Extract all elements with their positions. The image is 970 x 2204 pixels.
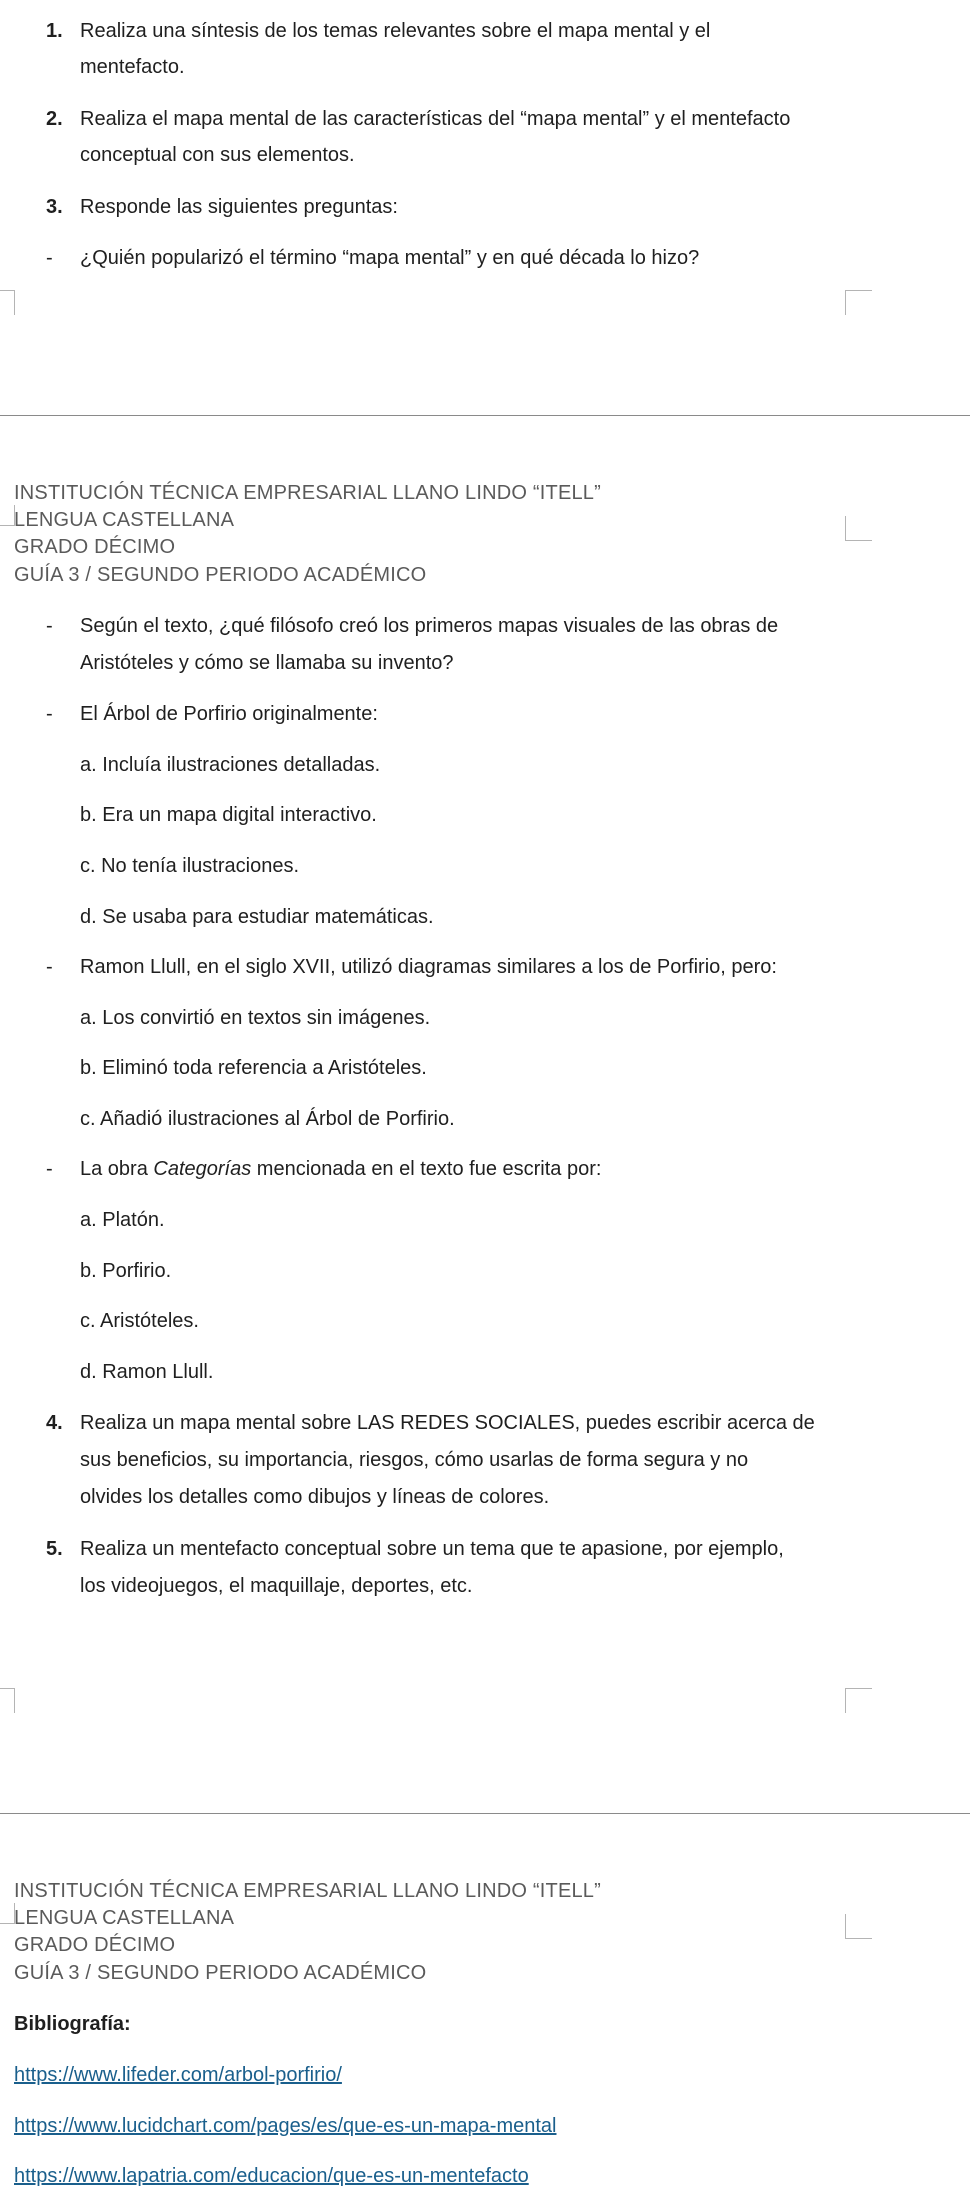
guide-name: GUÍA 3 / SEGUNDO PERIODO ACADÉMICO: [14, 564, 427, 586]
item-3-line-1: Responde las siguientes preguntas:: [80, 196, 398, 218]
item-number: 2.: [46, 108, 63, 130]
subject-name: LENGUA CASTELLANA: [14, 509, 235, 531]
question-4: Ramon Llull, en el siglo XVII, utilizó diagramas similares a los de Porfirio, pero:: [80, 956, 777, 978]
item-1-line-1: Realiza una síntesis de los temas relevantes sobre el mapa mental y el: [80, 20, 711, 42]
option: d. Se usaba para estudiar matemáticas.: [80, 906, 434, 928]
option: b. Era un mapa digital interactivo.: [80, 804, 377, 826]
item-2-line-2: conceptual con sus elementos.: [80, 144, 355, 166]
institution-name: INSTITUCIÓN TÉCNICA EMPRESARIAL LLANO LINDO “ITELL”: [14, 1880, 601, 1902]
item-1-line-2: mentefacto.: [80, 56, 185, 78]
page-corner-mark: [0, 1903, 15, 1924]
bibliography-link[interactable]: https://www.lapatria.com/educacion/que-es-un-mentefacto: [14, 2165, 529, 2187]
bullet-dash: -: [46, 247, 53, 269]
page-corner-mark: [0, 505, 15, 526]
page-corner-mark: [845, 1688, 872, 1713]
page-corner-mark: [845, 290, 872, 315]
page-corner-mark: [0, 290, 15, 315]
bibliography-link[interactable]: https://www.lifeder.com/arbol-porfirio/: [14, 2064, 342, 2086]
item-5-line-1: Realiza un mentefacto conceptual sobre un tema que te apasione, por ejemplo,: [80, 1538, 784, 1560]
question-5: [80, 1156, 601, 1182]
grade-name: GRADO DÉCIMO: [14, 536, 176, 558]
guide-name: GUÍA 3 / SEGUNDO PERIODO ACADÉMICO: [14, 1962, 427, 1984]
book-title: Categorías: [153, 1158, 252, 1180]
item-2-line-1: Realiza el mapa mental de las características del “mapa mental” y el mentefacto: [80, 108, 791, 130]
question-2-line-2: Aristóteles y cómo se llamaba su invento?: [80, 652, 454, 674]
grade-name: GRADO DÉCIMO: [14, 1934, 176, 1956]
option: c. Aristóteles.: [80, 1310, 199, 1332]
item-number: 1.: [46, 20, 63, 42]
question-3: El Árbol de Porfirio originalmente:: [80, 703, 378, 725]
option: c. No tenía ilustraciones.: [80, 855, 299, 877]
option: d. Ramon Llull.: [80, 1361, 214, 1383]
bullet-dash: -: [46, 1158, 53, 1180]
option: b. Porfirio.: [80, 1260, 172, 1282]
page-divider: [0, 415, 970, 416]
institution-name: INSTITUCIÓN TÉCNICA EMPRESARIAL LLANO LINDO “ITELL”: [14, 482, 601, 504]
option: c. Añadió ilustraciones al Árbol de Porfirio.: [80, 1108, 455, 1130]
bullet-dash: -: [46, 615, 53, 637]
question-1: ¿Quién popularizó el término “mapa mental” y en qué década lo hizo?: [80, 247, 700, 269]
item-number: 5.: [46, 1538, 63, 1560]
question-2-line-1: Según el texto, ¿qué filósofo creó los primeros mapas visuales de las obras de: [80, 615, 779, 637]
item-4-line-3: olvides los detalles como dibujos y líneas de colores.: [80, 1486, 550, 1508]
question-5-before: La obra: [80, 1158, 154, 1180]
page-divider: [0, 1813, 970, 1814]
option: b. Eliminó toda referencia a Aristóteles.: [80, 1057, 427, 1079]
bibliography-title: Bibliografía:: [14, 2013, 131, 2035]
question-5-after: mencionada en el texto fue escrita por:: [251, 1158, 602, 1180]
item-4-line-1: Realiza un mapa mental sobre LAS REDES SOCIALES, puedes escribir acerca de: [80, 1412, 815, 1434]
option: a. Los convirtió en textos sin imágenes.: [80, 1007, 431, 1029]
option: a. Incluía ilustraciones detalladas.: [80, 754, 381, 776]
page-corner-mark: [845, 1914, 872, 1939]
item-4-line-2: sus beneficios, su importancia, riesgos, cómo usarlas de forma segura y no: [80, 1449, 749, 1471]
bullet-dash: -: [46, 703, 53, 725]
item-5-line-2: los videojuegos, el maquillaje, deportes, etc.: [80, 1575, 473, 1597]
page-corner-mark: [0, 1688, 15, 1713]
option: a. Platón.: [80, 1209, 165, 1231]
bullet-dash: -: [46, 956, 53, 978]
item-number: 4.: [46, 1412, 63, 1434]
item-number: 3.: [46, 196, 63, 218]
bibliography-link[interactable]: https://www.lucidchart.com/pages/es/que-es-un-mapa-mental: [14, 2115, 557, 2137]
page-corner-mark: [845, 516, 872, 541]
subject-name: LENGUA CASTELLANA: [14, 1907, 235, 1929]
